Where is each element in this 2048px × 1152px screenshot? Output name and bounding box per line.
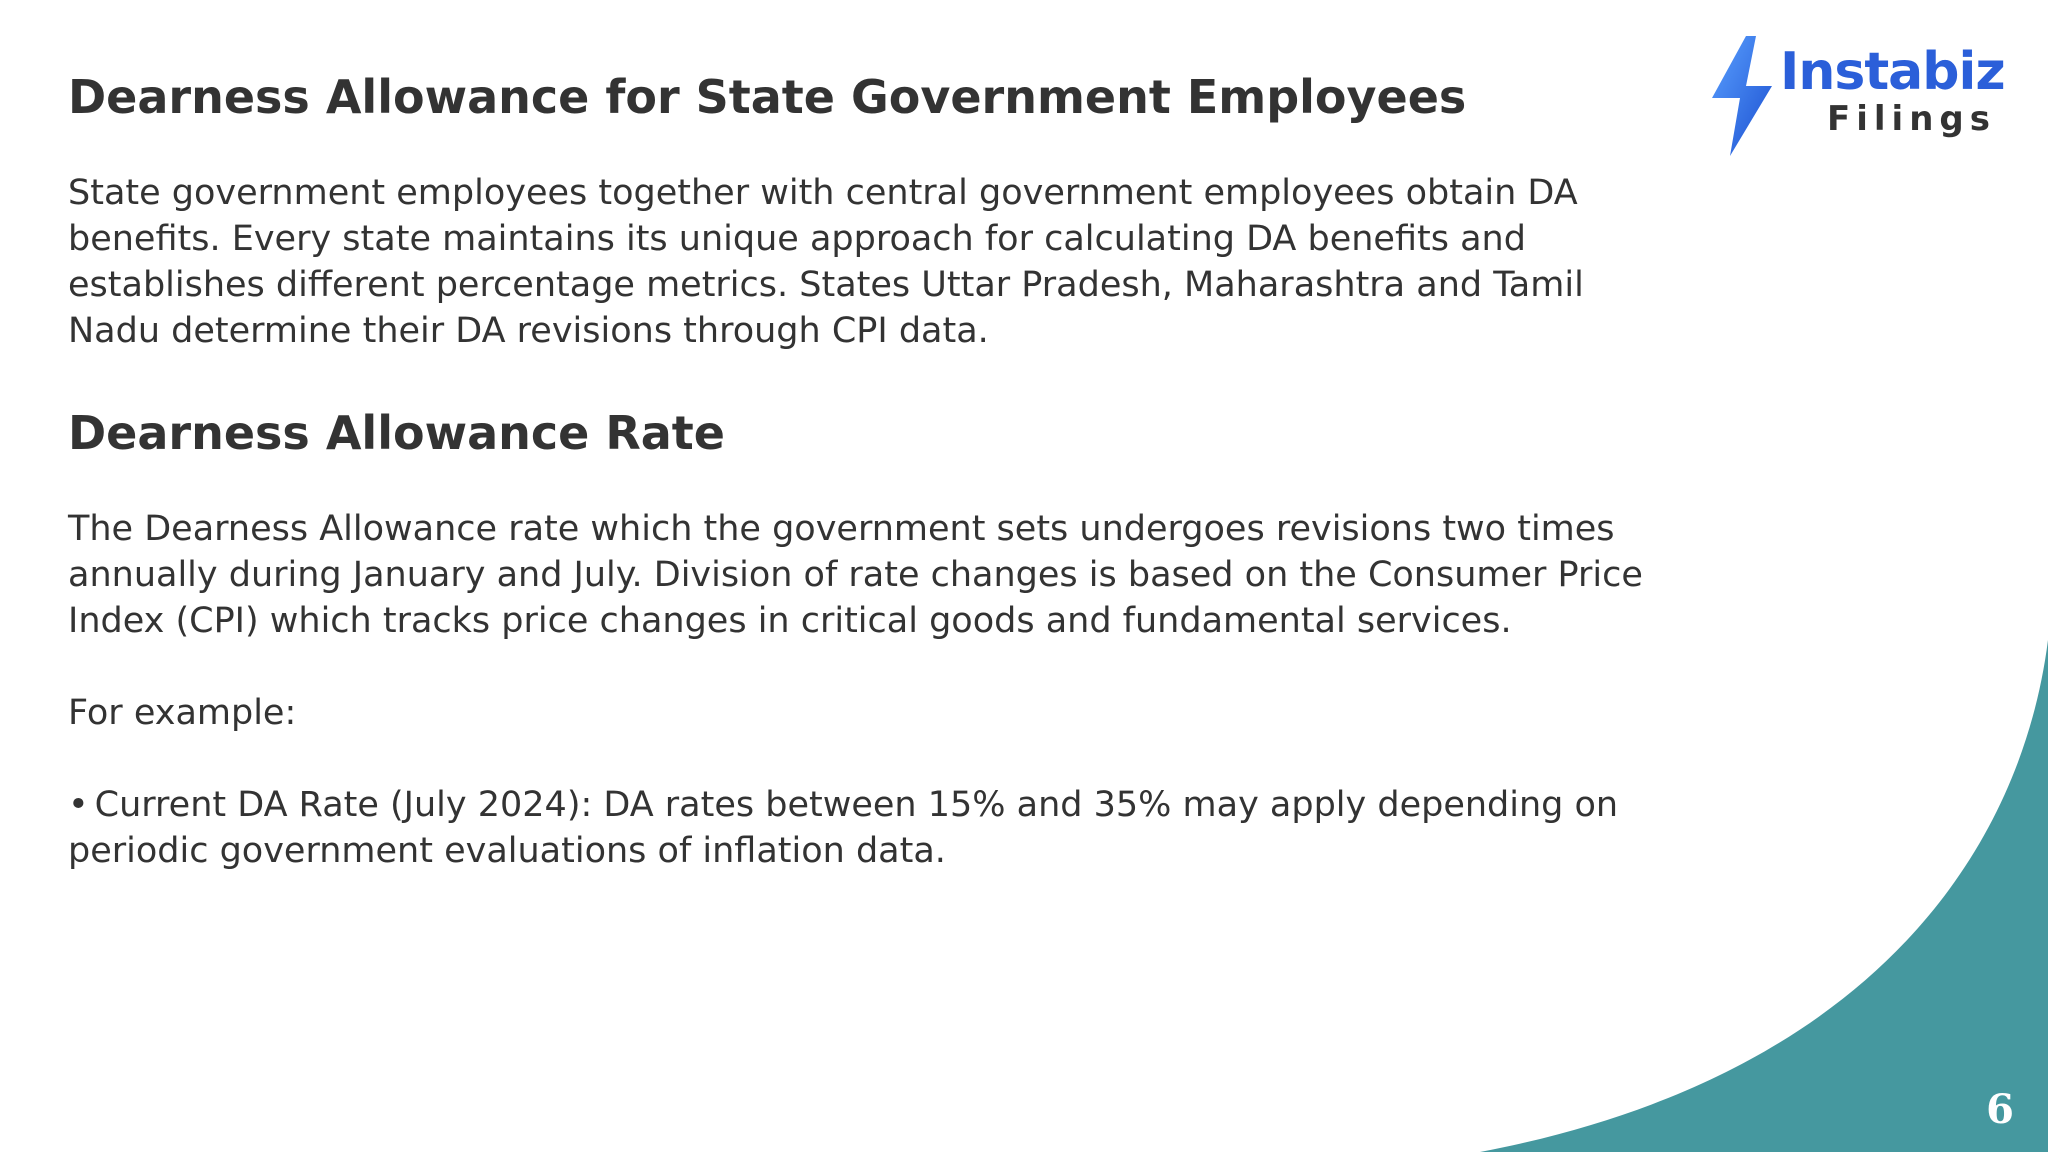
paragraph-line: Nadu determine their DA revisions through CPI data. [68, 311, 989, 352]
section-paragraph-da-rate [68, 506, 1708, 644]
paragraph-line: State government employees together with central government employees obtain DA [68, 173, 1578, 214]
lightning-bolt-icon [1710, 34, 1776, 158]
paragraph-line: Index (CPI) which tracks price changes in critical goods and fundamental services. [68, 601, 1512, 642]
section-heading-da-rate: Dearness Allowance Rate [68, 406, 725, 461]
example-label: For example: [68, 693, 297, 734]
paragraph-line: benefits. Every state maintains its unique approach for calculating DA benefits and [68, 219, 1526, 260]
bullet-marker: • [68, 785, 89, 826]
instabiz-logo [1710, 32, 2010, 162]
logo-brand-subtitle: Filings [1827, 99, 1996, 139]
bullet-item-current-da-rate [68, 782, 1708, 874]
bullet-text: Current DA Rate (July 2024): DA rates between 15% and 35% may apply depending on [94, 785, 1619, 826]
paragraph-line: The Dearness Allowance rate which the government sets undergoes revisions two times [68, 509, 1615, 550]
logo-brand-name: Instabiz [1780, 42, 2005, 102]
page-number: 6 [1986, 1086, 2014, 1133]
bullet-line [68, 782, 1708, 828]
slide-content [68, 70, 1708, 874]
paragraph-line: annually during January and July. Division of rate changes is based on the Consumer Price [68, 555, 1643, 596]
section-paragraph-state-employees [68, 170, 1708, 354]
bullet-line: periodic government evaluations of inflation data. [68, 831, 946, 872]
paragraph-line: establishes different percentage metrics. States Uttar Pradesh, Maharashtra and Tamil [68, 265, 1584, 306]
section-heading-state-employees: Dearness Allowance for State Government Employees [68, 70, 1467, 124]
